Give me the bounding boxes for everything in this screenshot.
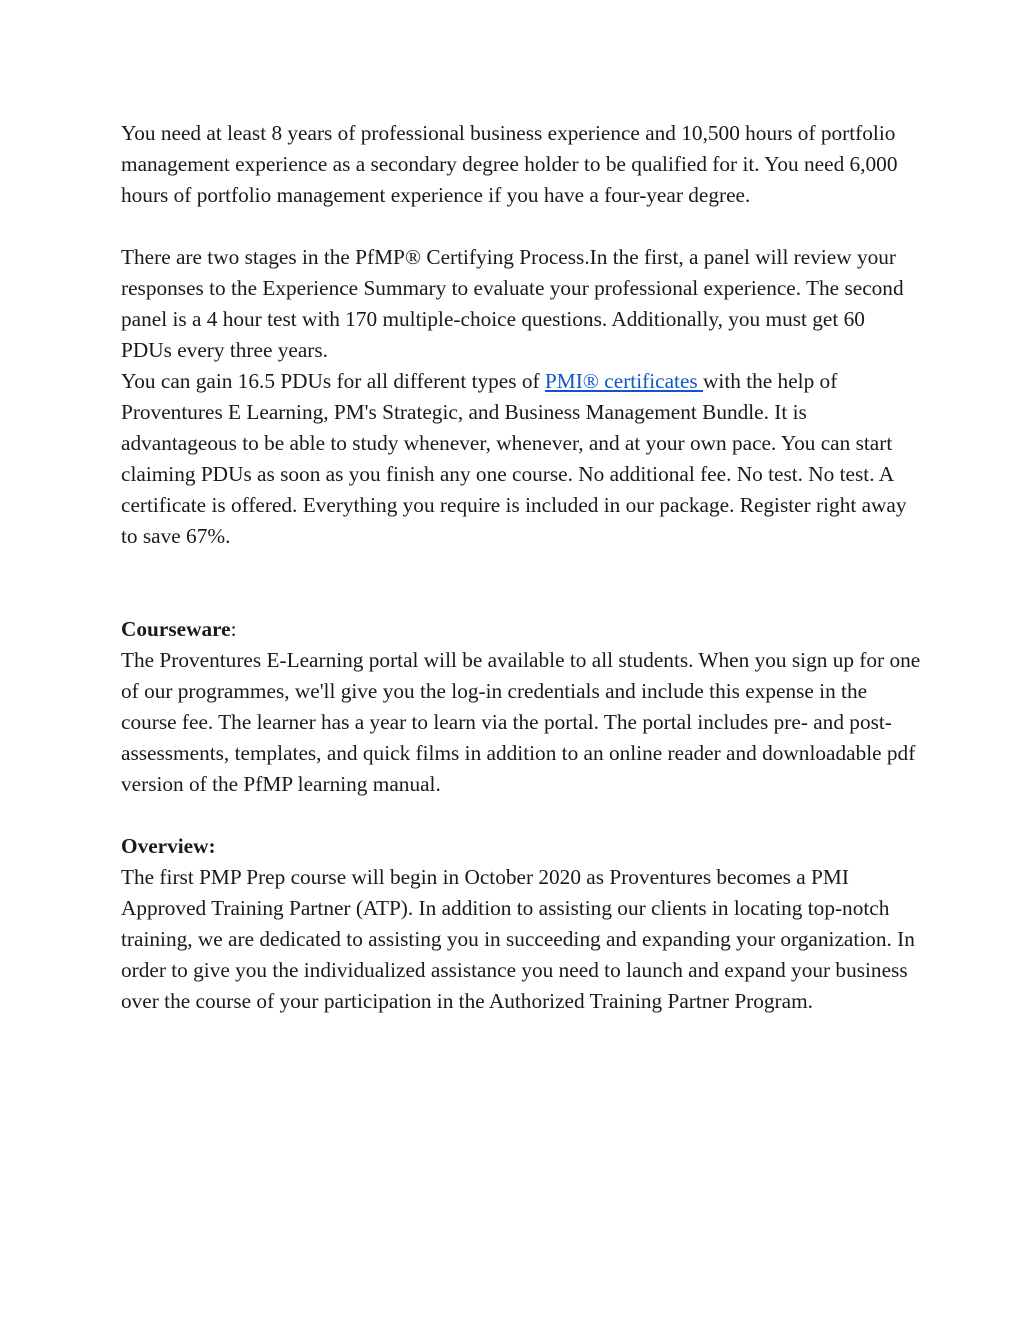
spacer — [121, 552, 921, 614]
pdu-text-before-link: You can gain 16.5 PDUs for all different types of — [121, 369, 545, 393]
overview-paragraph: The first PMP Prep course will begin in October 2020 as Proventures becomes a PMI Approved Training Partner (ATP). In addition to assisting our clients in locating top-notch training, we are dedicated to assisting you in succeeding and expanding your organization. In order to give you the individualized assistance you need to launch and expand your business over the course of your participation in the Authorized Training Partner Program. — [121, 865, 915, 1013]
courseware-colon: : — [230, 617, 237, 641]
pdu-paragraph — [121, 366, 921, 552]
document-page — [121, 118, 921, 1017]
spacer — [121, 211, 921, 242]
pmi-certificates-link[interactable]: PMI® certificates — [544, 369, 704, 393]
courseware-paragraph: The Proventures E-Learning portal will be available to all students. When you sign up for one of our programmes, we'll give you the log-in credentials and include this expense in the course fee. The learner has a year to learn via the portal. The portal includes pre- and post-assessments, templates, and quick films in addition to an online reader and downloadable pdf version of the PfMP learning manual. — [121, 648, 921, 796]
overview-heading: Overview: — [121, 834, 216, 858]
spacer — [121, 800, 921, 831]
courseware-heading: Courseware — [121, 617, 231, 641]
pdu-text-after-link: with the help of Proventures E Learning, PM's Strategic, and Business Management Bundle. It is advantageous to be able to study whenever, whenever, and at your own pace. You can start claiming PDUs as soon as you finish any one course. No additional fee. No test. No test. A certificate is offered. Everything you require is included in our package. Register right away to save 67%. — [121, 369, 907, 548]
certifying-process-paragraph: There are two stages in the PfMP® Certifying Process.In the first, a panel will review your responses to the Experience Summary to evaluate your professional experience. The second panel is a 4 hour test with 170 multiple-choice questions. Additionally, you must get 60 PDUs every three years. — [121, 245, 904, 362]
courseware-heading-line — [121, 614, 921, 645]
eligibility-paragraph: You need at least 8 years of professional business experience and 10,500 hours of portfolio management experience as a secondary degree holder to be qualified for it. You need 6,000 hours of portfolio management experience if you have a four-year degree. — [121, 121, 898, 207]
